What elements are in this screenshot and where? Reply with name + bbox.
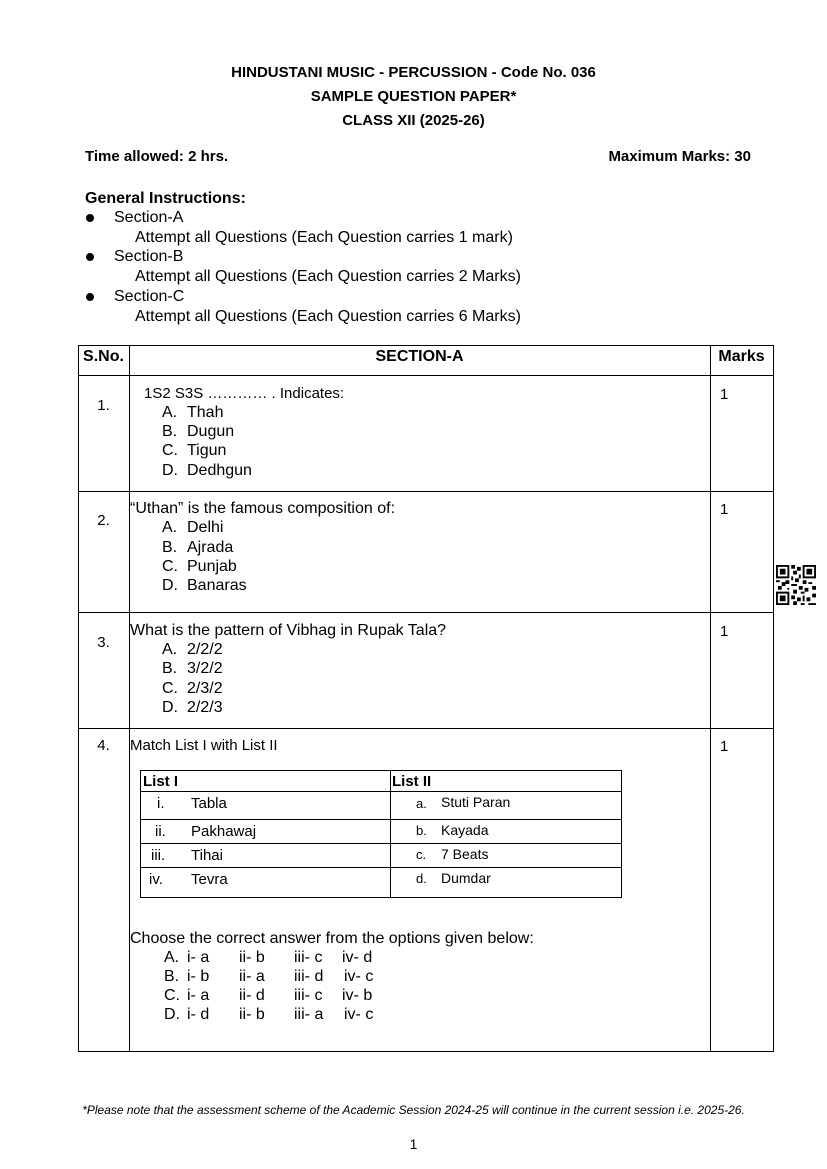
header-marks: Marks [718,348,765,365]
match-row-letter: a. [416,796,427,811]
match-row-item: Tabla [191,795,227,812]
instruction-section: Section-C [114,288,185,305]
option-a: A. Delhi [162,519,224,536]
match-row-num: i. [157,795,165,812]
question-number: 2. [97,512,110,529]
instruction-section: Section-A [114,209,184,226]
bullet-icon [86,253,94,261]
option-a: A. Thah [162,404,224,421]
option-a: A. 2/2/2 [162,641,223,658]
match-row-num: iii. [151,847,166,864]
option-d: D. Banaras [162,577,247,594]
match-row-answer: Dumdar [441,870,491,886]
instruction-text: Attempt all Questions (Each Question carries 6 Marks) [135,308,521,325]
maximum-marks: Maximum Marks: 30 [608,148,751,165]
question-text: Match List I with List II [130,737,278,754]
option-d: D. 2/2/3 [162,699,223,716]
option-b: B. Dugun [162,423,235,440]
match-row-letter: c. [416,847,427,862]
match-row-item: Tevra [191,871,228,888]
option-d: D. Dedhgun [162,462,252,479]
question-text: What is the pattern of Vibhag in Rupak Tala? [130,622,447,639]
paper-class: CLASS XII (2025-26) [342,112,485,129]
question-text: 1S2 S3S ………… . Indicates: [144,385,345,402]
match-row-num: ii. [155,823,166,840]
question-number: 1. [97,397,110,414]
qr-code-icon [776,565,816,605]
instruction-text: Attempt all Questions (Each Question carries 1 mark) [135,229,513,246]
match-header-list2: List II [392,773,432,790]
question-marks: 1 [720,501,729,518]
header-sno: S.No. [83,348,124,365]
match-row-answer: Stuti Paran [441,794,511,810]
paper-subtitle: SAMPLE QUESTION PAPER* [310,88,517,105]
instructions-title: General Instructions: [85,190,246,207]
option-b: B. 3/2/2 [162,660,223,677]
choose-instruction: Choose the correct answer from the options given below: [130,930,534,947]
instruction-section: Section-B [114,248,184,265]
page-number: 1 [409,1136,418,1152]
option-c: C. 2/3/2 [162,680,223,697]
question-marks: 1 [720,623,729,640]
match-row-item: Tihai [191,847,223,864]
match-header-list1: List I [143,773,179,790]
option-b: B. Ajrada [162,539,234,556]
time-allowed: Time allowed: 2 hrs. [85,148,229,165]
match-row-letter: b. [416,823,427,838]
question-marks: 1 [720,738,729,755]
paper-title: HINDUSTANI MUSIC - PERCUSSION - Code No. 036 [231,64,596,81]
question-text: “Uthan” is the famous composition of: [130,500,396,517]
question-number: 3. [97,634,110,651]
match-row-letter: d. [416,871,427,886]
bullet-icon [86,293,94,301]
bullet-icon [86,214,94,222]
match-row-answer: 7 Beats [441,846,489,862]
option-c: C. Tigun [162,442,227,459]
question-marks: 1 [720,386,729,403]
match-row-item: Pakhawaj [191,823,257,840]
instruction-text: Attempt all Questions (Each Question carries 2 Marks) [135,268,521,285]
header-section: SECTION-A [375,348,464,365]
match-row-answer: Kayada [441,822,489,838]
footer-note: *Please note that the assessment scheme of the Academic Session 2024-25 will continue in the current session i.e. 2025-26. [82,1103,745,1117]
match-row-num: iv. [149,871,163,888]
option-c: C. Punjab [162,558,237,575]
question-number: 4. [97,737,110,754]
